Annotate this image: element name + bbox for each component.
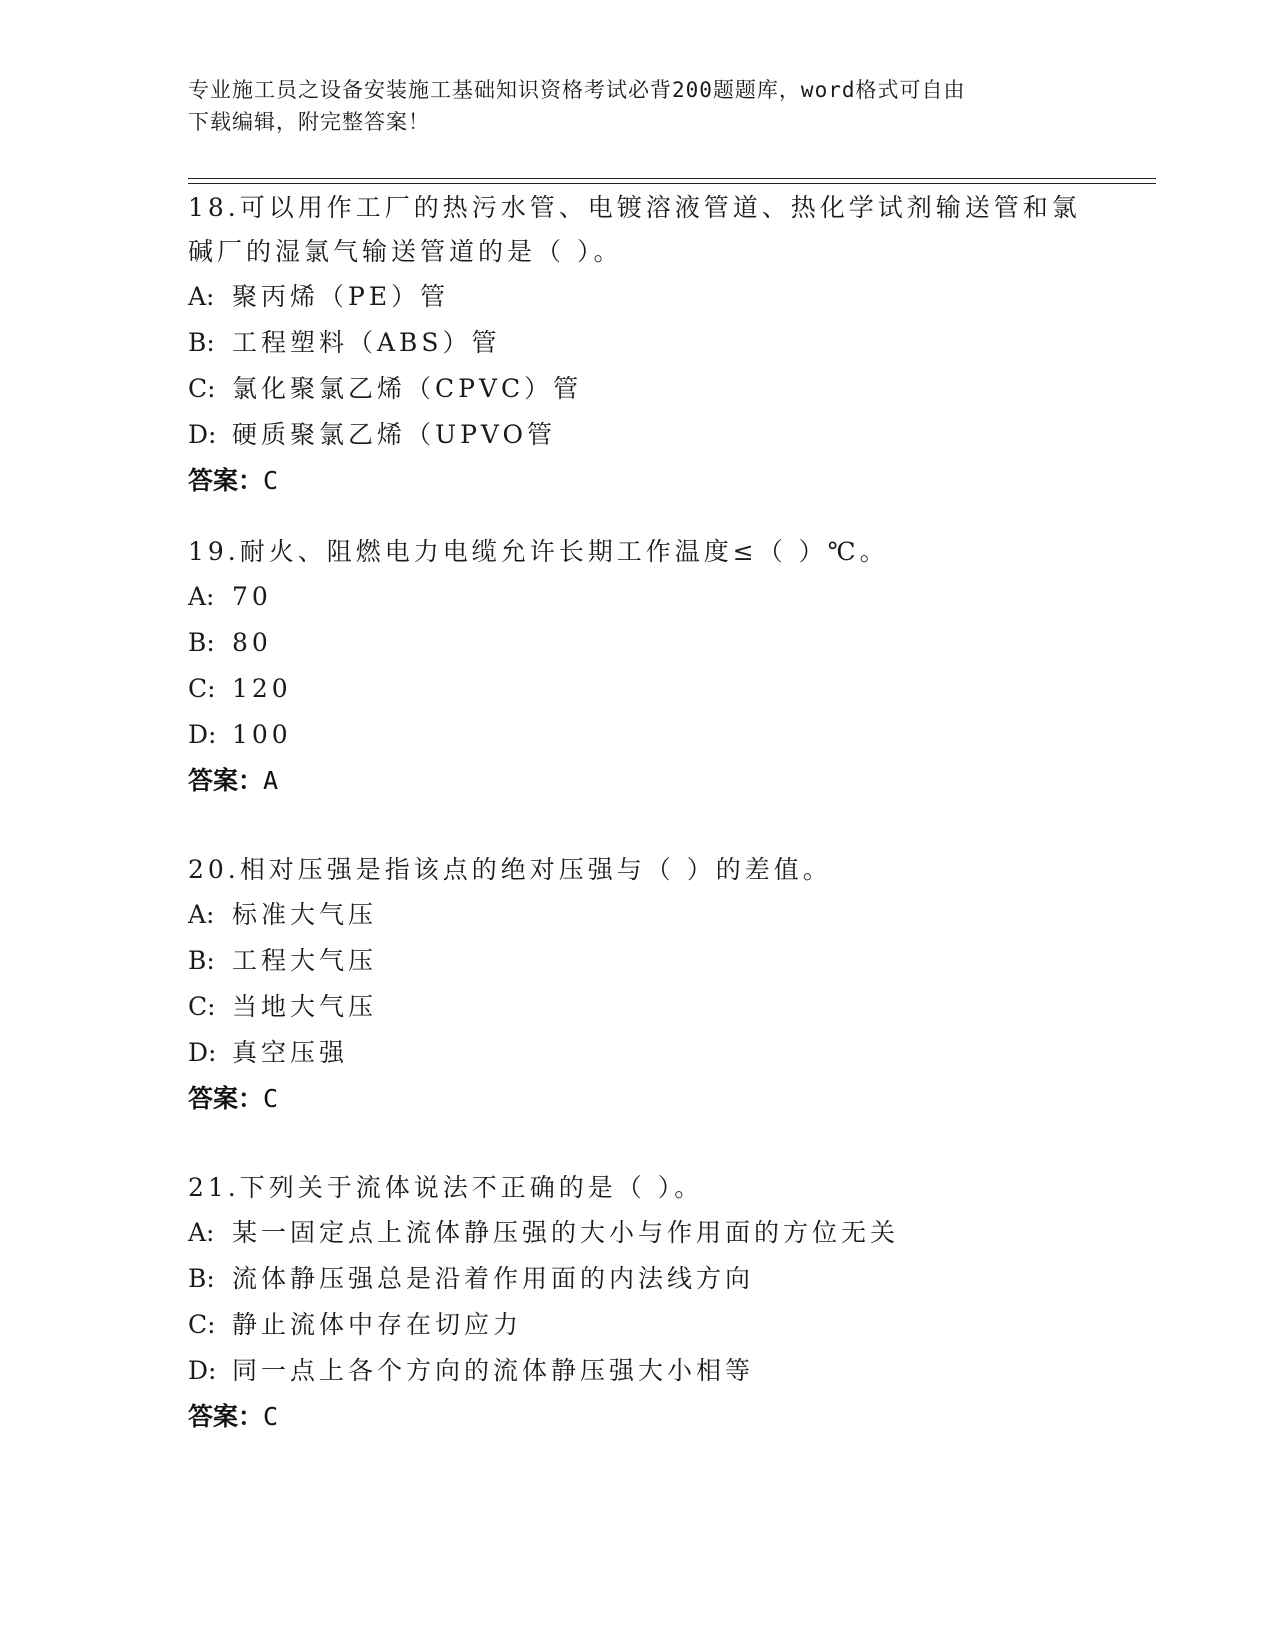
option-text: 80: [232, 628, 272, 657]
answer-value: A: [263, 766, 279, 795]
option-d: [188, 712, 1088, 758]
header-line-2: 下载编辑，附完整答案！: [188, 110, 430, 134]
question-stem-line: 18.可以用作工厂的热污水管、电镀溶液管道、热化学试剂输送管和氯: [188, 193, 1081, 222]
header-divider-bottom: [188, 183, 1156, 184]
option-text: 氯化聚氯乙烯（CPVC）管: [232, 374, 583, 403]
option-c: [188, 666, 1088, 712]
option-b: [188, 938, 1088, 984]
option-b: [188, 1256, 1088, 1302]
question-stem-line: 20.相对压强是指该点的绝对压强与（ ）的差值。: [188, 855, 832, 884]
option-d: [188, 412, 1088, 458]
option-text: 70: [232, 582, 272, 611]
answer-label: 答案：: [188, 466, 264, 495]
answer: [188, 1394, 1088, 1440]
option-letter: B:: [188, 328, 215, 357]
option-c: [188, 1302, 1088, 1348]
answer: [188, 1076, 1088, 1122]
header-line-1: 专业施工员之设备安装施工基础知识资格考试必背200题题库，word格式可自由: [188, 78, 966, 102]
option-text: 某一固定点上流体静压强的大小与作用面的方位无关: [232, 1218, 900, 1247]
option-letter: B:: [188, 628, 215, 657]
option-b: [188, 320, 1088, 366]
option-text: 硬质聚氯乙烯（UPVO管: [232, 420, 557, 449]
option-letter: D:: [188, 720, 217, 749]
option-d: [188, 1030, 1088, 1076]
option-a: [188, 892, 1088, 938]
answer-label: 答案：: [188, 1402, 264, 1431]
option-d: [188, 1348, 1088, 1394]
option-text: 工程塑料（ABS）管: [232, 328, 501, 357]
option-text: 同一点上各个方向的流体静压强大小相等: [232, 1356, 755, 1385]
option-c: [188, 366, 1088, 412]
option-letter: A:: [188, 1218, 215, 1247]
option-text: 标准大气压: [232, 900, 378, 929]
option-letter: A:: [188, 900, 215, 929]
option-letter: C:: [188, 374, 216, 403]
option-text: 当地大气压: [232, 992, 378, 1021]
question-stem-line: 21.下列关于流体说法不正确的是（ ）。: [188, 1173, 704, 1202]
option-text: 真空压强: [232, 1038, 349, 1067]
option-text: 100: [232, 720, 292, 749]
option-c: [188, 984, 1088, 1030]
option-letter: B:: [188, 946, 215, 975]
option-letter: C:: [188, 674, 216, 703]
question-21: [188, 1166, 1088, 1440]
option-letter: D:: [188, 1356, 217, 1385]
answer-value: C: [263, 1402, 279, 1431]
option-text: 工程大气压: [232, 946, 378, 975]
option-letter: C:: [188, 992, 216, 1021]
answer-label: 答案：: [188, 1084, 264, 1113]
option-letter: A:: [188, 282, 215, 311]
document-header: [188, 74, 1088, 138]
answer: [188, 758, 1088, 804]
question-18: [188, 186, 1088, 504]
option-text: 聚丙烯（PE）管: [232, 282, 450, 311]
option-a: [188, 274, 1088, 320]
option-a: [188, 574, 1088, 620]
question-20: [188, 848, 1088, 1122]
option-a: [188, 1210, 1088, 1256]
header-divider-top: [188, 178, 1156, 179]
option-text: 静止流体中存在切应力: [232, 1310, 523, 1339]
answer-label: 答案：: [188, 766, 264, 795]
option-text: 流体静压强总是沿着作用面的内法线方向: [232, 1264, 755, 1293]
answer: [188, 458, 1088, 504]
question-stem-line: 碱厂的湿氯气输送管道的是（ ）。: [188, 237, 623, 266]
option-letter: A:: [188, 582, 215, 611]
option-letter: D:: [188, 420, 217, 449]
option-letter: B:: [188, 1264, 215, 1293]
option-b: [188, 620, 1088, 666]
question-stem-line: 19.耐火、阻燃电力电缆允许长期工作温度≤（ ）℃。: [188, 537, 889, 566]
answer-value: C: [263, 466, 279, 495]
option-letter: C:: [188, 1310, 216, 1339]
option-text: 120: [232, 674, 292, 703]
answer-value: C: [263, 1084, 279, 1113]
question-19: [188, 530, 1088, 804]
option-letter: D:: [188, 1038, 217, 1067]
